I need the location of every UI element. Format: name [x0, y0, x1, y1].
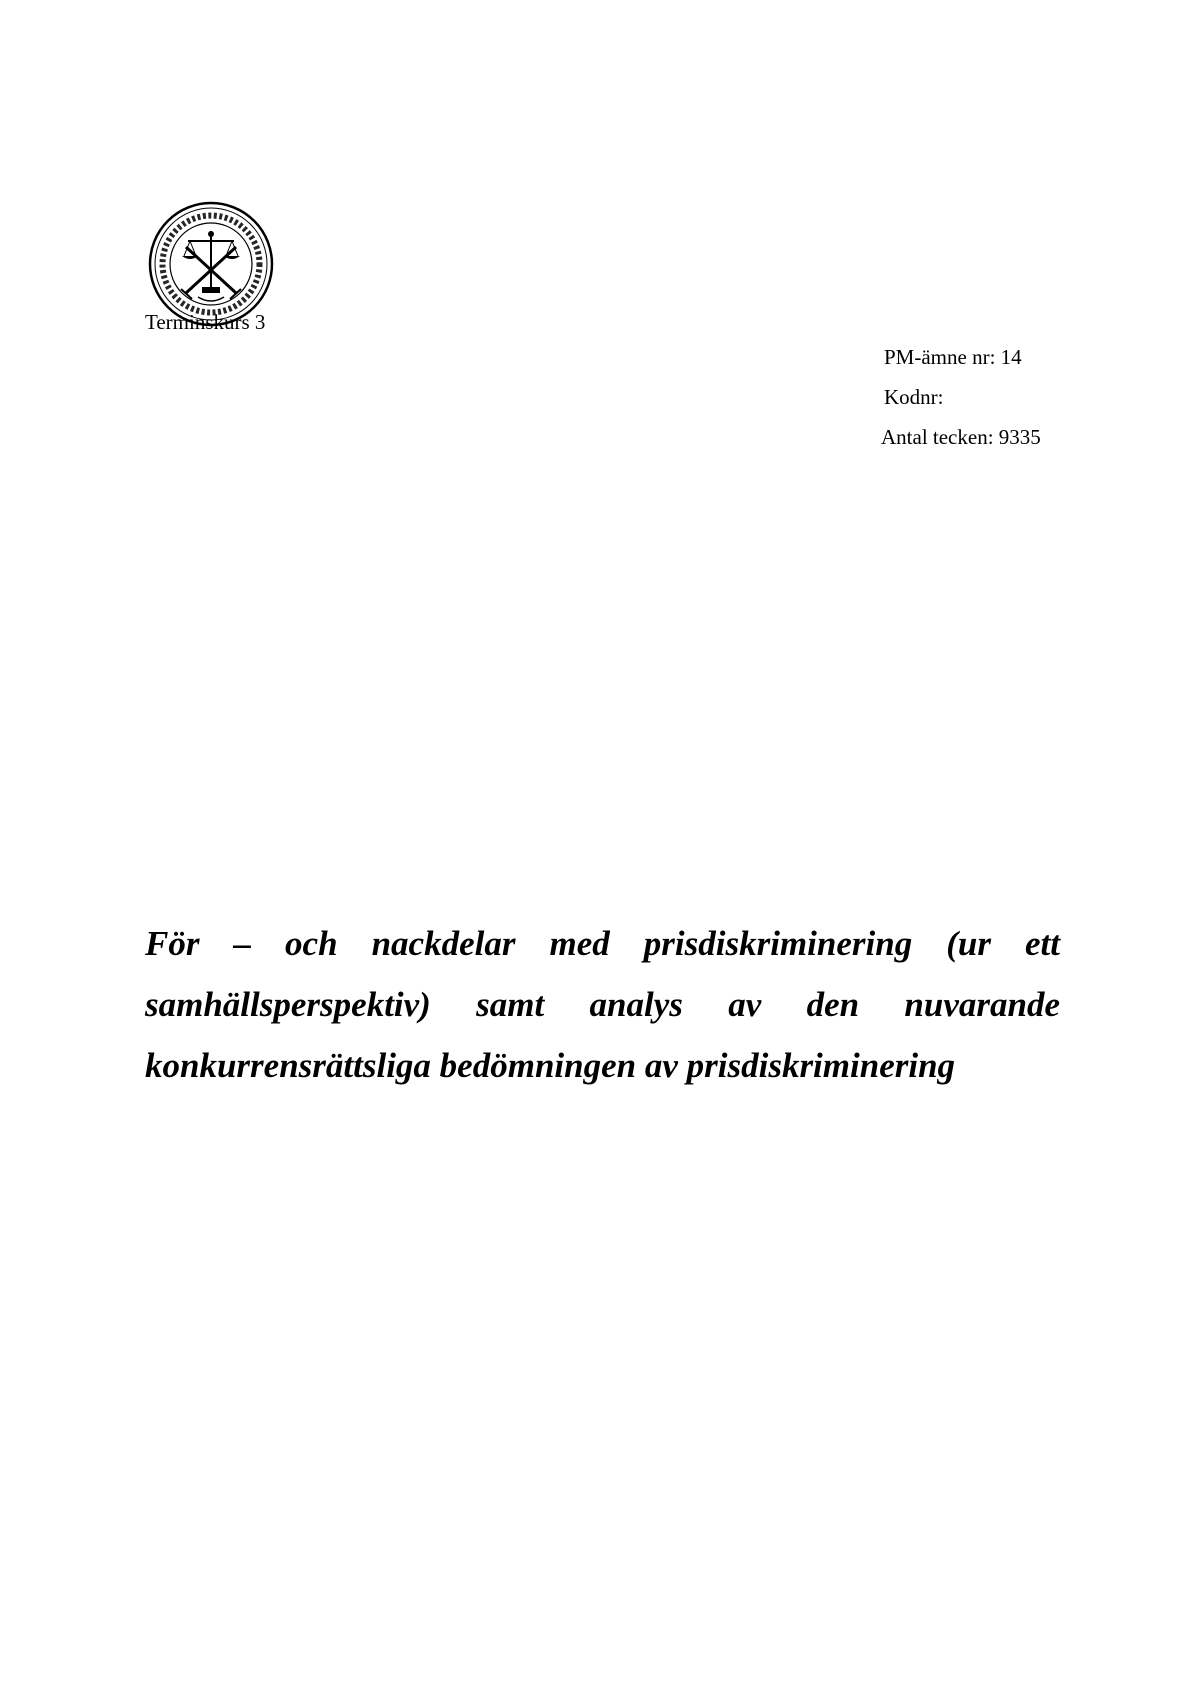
code-number: Kodnr: [884, 385, 944, 409]
title-line-3: konkurrensrättsliga bedömningen av prisdiskriminering [145, 1046, 956, 1085]
character-count: Antal tecken: 9335 [881, 425, 1041, 449]
topic-number: PM-ämne nr: 14 [884, 345, 1022, 369]
title-line-1: För – och nackdelar med prisdiskriminering (ur ett [145, 924, 1060, 963]
course-label: Terminskurs 3 [145, 310, 266, 334]
document-meta [881, 337, 1041, 457]
document-title [145, 913, 1060, 1096]
title-line-2: samhällsperspektiv) samt analys av den nuvarande [145, 985, 1060, 1024]
